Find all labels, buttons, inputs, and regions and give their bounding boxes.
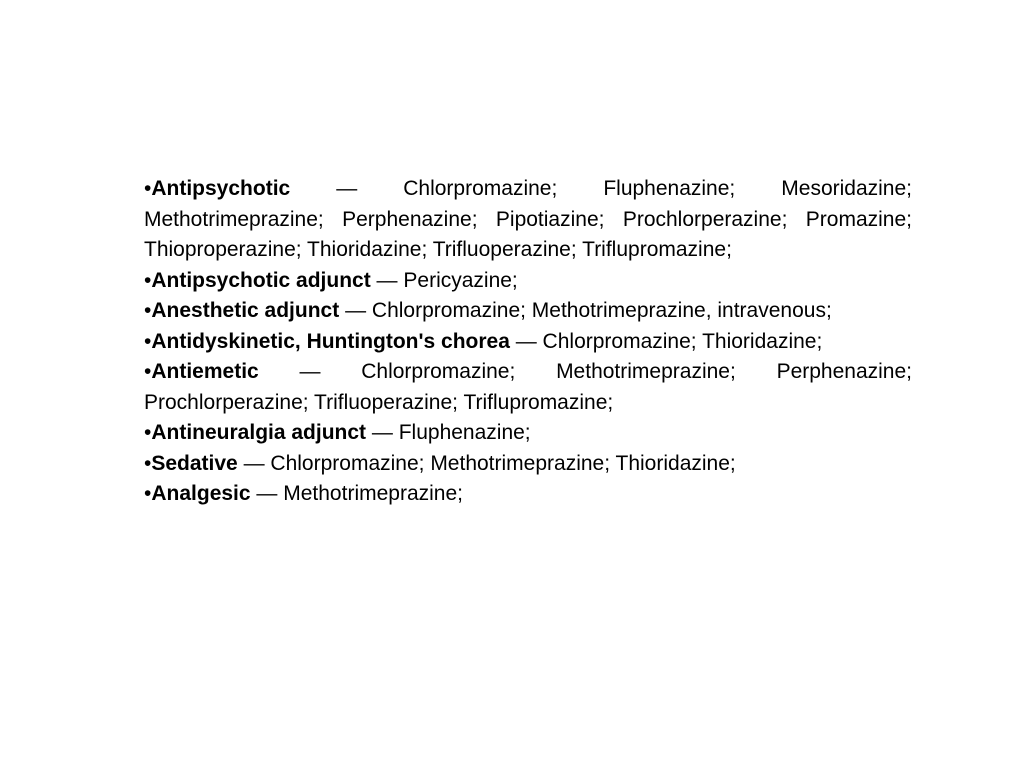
bullet: • xyxy=(144,299,152,322)
item-term: Antidyskinetic, Huntington's chorea xyxy=(151,329,510,353)
list-item-antineuralgia-adjunct xyxy=(144,418,912,449)
item-term: Analgesic xyxy=(151,482,251,505)
list-item-sedative xyxy=(144,449,912,480)
item-detail: — Chlorpromazine; Methotrimeprazine; Thioridazine; xyxy=(237,451,736,475)
item-term: Antipsychotic xyxy=(151,177,291,200)
bullet: • xyxy=(144,451,152,475)
item-detail: — Chlorpromazine; Methotrimeprazine, intravenous; xyxy=(339,299,832,322)
item-detail: — Fluphenazine; xyxy=(366,421,531,444)
item-term: Antiemetic xyxy=(151,360,259,383)
item-term: Anesthetic adjunct xyxy=(151,299,340,322)
item-detail: — Chlorpromazine; Thioridazine; xyxy=(509,329,823,353)
bullet: • xyxy=(144,360,152,383)
item-term: Sedative xyxy=(151,451,238,475)
list-item-antipsychotic-adjunct xyxy=(144,266,912,297)
item-detail: — Chlorpromazine; Fluphenazine; Mesoridazine; Methotrimeprazine; Perphenazine; Pipotiazine; Prochlorperazine; Promazine; Thioproperazine; Thioridazine; Trifluoperazine; Triflupromazine; xyxy=(144,177,912,261)
list-item-antidyskinetic xyxy=(144,327,912,358)
bullet: • xyxy=(144,482,152,505)
bullet: • xyxy=(144,421,152,444)
list-item-analgesic xyxy=(144,479,912,510)
indication-list xyxy=(144,174,912,510)
bullet: • xyxy=(144,329,152,353)
bullet: • xyxy=(144,177,152,200)
item-detail: — Chlorpromazine; Methotrimeprazine; Perphenazine; Prochlorperazine; Trifluoperazine; Triflupromazine; xyxy=(144,360,912,414)
item-term: Antipsychotic adjunct xyxy=(151,268,371,292)
item-detail: — Pericyazine; xyxy=(370,268,518,292)
bullet: • xyxy=(144,268,152,292)
item-term: Antineuralgia adjunct xyxy=(151,421,367,444)
item-detail: — Methotrimeprazine; xyxy=(250,482,463,505)
list-item-antipsychotic xyxy=(144,174,912,266)
list-item-anesthetic-adjunct xyxy=(144,296,912,327)
list-item-antiemetic xyxy=(144,357,912,418)
